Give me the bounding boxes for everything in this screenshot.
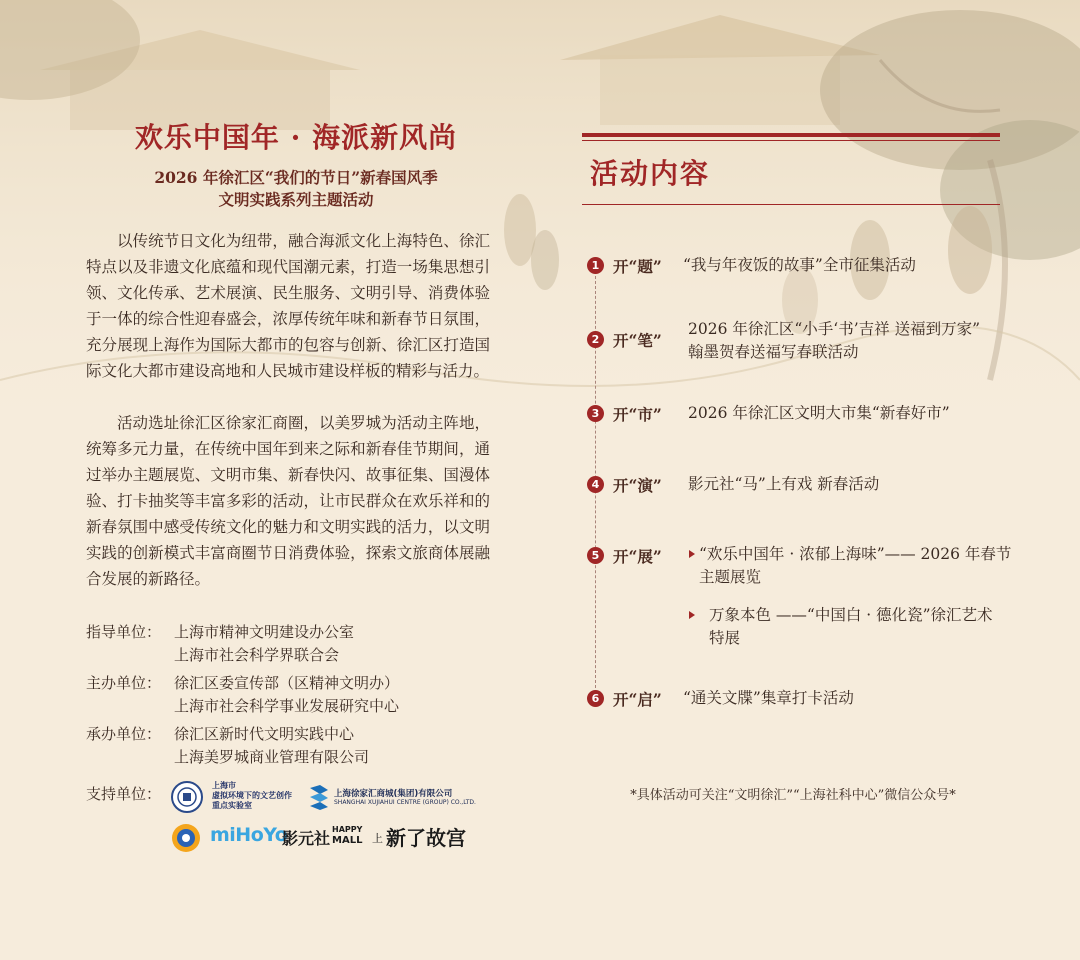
host-unit-1: 徐汇区委宣传部（区精神文明办） xyxy=(174,674,400,692)
xujiahui-emblem-icon xyxy=(308,784,330,810)
subtitle-line-1: 2026 年徐汇区“我们的节日”新春国风季 xyxy=(154,168,438,187)
activity-5-sub-1 xyxy=(699,543,1011,589)
intro-paragraph-2: 活动选址徐汇区徐家汇商圈，以美罗城为活动主阵地，统筹多元力量，在传统中国年到来之际和新春佳节期间，通过举办主题展览、文明市集、新春快闪、故事征集、国漫体验、打卡抽奖等丰富多彩的活动，让市民群众在欢乐祥和的新春氛围中感受传统文化的魅力和文明实践的活力，以文明实践的创新模式丰富商圈节日消费体验，探索文旅商体展融合发展的新路径。 xyxy=(86,414,490,588)
footnote: *具体活动可关注“文明徐汇”“上海社科中心”微信公众号* xyxy=(630,788,956,803)
activity-6-kai: 开“启” xyxy=(613,690,662,709)
lab-name-3: 重点实验室 xyxy=(212,801,252,810)
bullet-triangle-icon xyxy=(689,550,695,558)
activity-2-desc xyxy=(688,318,980,364)
host-label: 主办单位： xyxy=(86,674,162,692)
undertake-unit-2: 上海美罗城商业管理有限公司 xyxy=(174,748,370,766)
section-rule-top-thin xyxy=(582,140,1000,141)
subtitle-line-2: 文明实践系列主题活动 xyxy=(218,190,374,209)
guide-label: 指导单位： xyxy=(86,623,162,641)
xujiahui-name-en: SHANGHAI XUJIAHUI CENTRE (GROUP) CO.,LTD. xyxy=(334,799,476,806)
activity-5-sub-2-line-2: 特展 xyxy=(709,629,741,647)
guide-values xyxy=(174,621,504,667)
activity-2-kai: 开“笔” xyxy=(613,331,662,350)
activity-4-number: 4 xyxy=(587,476,604,493)
activity-3-desc: 2026 年徐汇区文明大市集“新春好市” xyxy=(688,404,950,422)
activity-5-sub-2 xyxy=(709,604,993,650)
lab-name-2: 虚拟环境下的文艺创作 xyxy=(212,791,292,800)
section-rule-top xyxy=(582,133,1000,137)
lab-emblem-icon xyxy=(170,780,204,814)
main-title: 欢乐中国年 · 海派新风尚 xyxy=(134,121,458,154)
colorful-emblem-icon xyxy=(170,822,202,854)
activity-5-number: 5 xyxy=(587,547,604,564)
section-rule-bottom xyxy=(582,204,1000,205)
activity-5-kai: 开“展” xyxy=(613,547,662,566)
activity-6-number: 6 xyxy=(587,690,604,707)
gugong-logo xyxy=(372,820,472,852)
intro-paragraph-1: 以传统节日文化为纽带，融合海派文化上海特色、徐汇特点以及非遗文化底蕴和现代国潮元素，打造一场集思想引领、文化传承、艺术展演、民生服务、文明引导、消费体验于一体的综合性迎春盛会，浓厚传统年味和新春节日氛围，充分展现上海作为国际大都市的包容与创新、徐汇区打造国际文化大都市建设高地和人民城市建设样板的精彩与活力。 xyxy=(86,232,490,380)
undertake-unit-1: 徐汇区新时代文明实践中心 xyxy=(174,725,355,743)
xujiahui-logo xyxy=(308,783,498,813)
emblem-logo xyxy=(170,822,202,854)
activity-3-kai: 开“市” xyxy=(613,405,662,424)
activity-1-kai: 开“题” xyxy=(613,257,662,276)
host-values xyxy=(174,672,504,718)
activity-1-number: 1 xyxy=(587,257,604,274)
guide-unit-1: 上海市精神文明建设办公室 xyxy=(174,623,355,641)
lab-name-1: 上海市 xyxy=(212,781,236,790)
activity-5-sub-2-line-1: 万象本色 ——“中国白 · 德化瓷”徐汇艺术 xyxy=(709,606,993,624)
gugong-prefix: 上 xyxy=(372,832,383,845)
activity-4-desc: 影元社“马”上有戏 新春活动 xyxy=(688,475,880,493)
xujiahui-name-cn: 上海徐家汇商城(集团)有限公司 xyxy=(334,789,453,799)
guide-unit-2: 上海市社会科学界联合会 xyxy=(174,646,340,664)
happy-text: HAPPY xyxy=(332,825,363,834)
activity-2-desc-line-1: 2026 年徐汇区“小手‘书’吉祥 送福到万家” xyxy=(688,320,981,338)
yingyuanshe-text: 影元社 xyxy=(282,829,331,848)
activity-4-kai: 开“演” xyxy=(613,476,662,495)
activity-5-sub-1-line-1: “欢乐中国年 · 浓郁上海味”—— 2026 年春节 xyxy=(699,545,1012,563)
mall-text: MALL xyxy=(332,835,363,846)
host-unit-2: 上海市社会科学事业发展研究中心 xyxy=(174,697,400,715)
activity-5-sub-1-line-2: 主题展览 xyxy=(699,568,762,586)
gugong-text: 新了故宫 xyxy=(386,826,466,850)
activity-6-desc: “通关文牒”集章打卡活动 xyxy=(683,689,854,707)
activity-2-desc-line-2: 翰墨贺春送福写春联活动 xyxy=(688,343,859,361)
lab-logo xyxy=(170,779,300,815)
support-label: 支持单位： xyxy=(86,785,162,803)
activity-3-number: 3 xyxy=(587,405,604,422)
mihoyo-logo: miHoYo xyxy=(210,824,288,846)
undertake-label: 承办单位： xyxy=(86,725,162,743)
undertake-values xyxy=(174,723,504,769)
activities-title: 活动内容 xyxy=(590,157,711,190)
bullet-triangle-icon xyxy=(689,611,695,619)
yingyuanshe-logo xyxy=(282,823,362,853)
activity-1-desc: “我与年夜饭的故事”全市征集活动 xyxy=(683,256,916,274)
activity-2-number: 2 xyxy=(587,331,604,348)
